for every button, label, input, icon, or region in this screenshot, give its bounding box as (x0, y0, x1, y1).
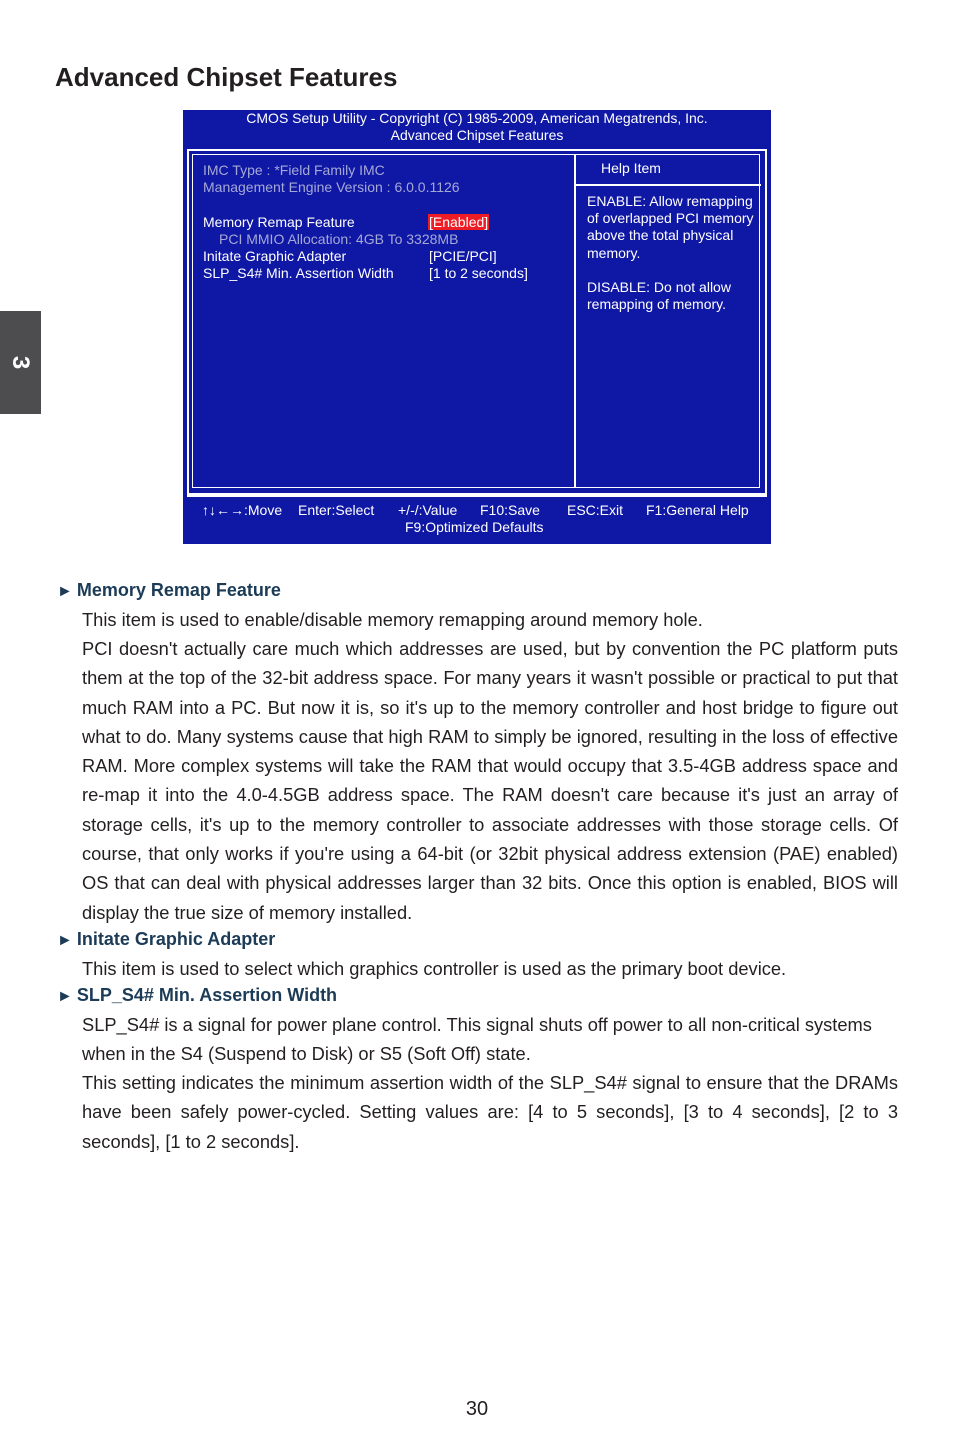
key-move: ↑↓←→:Move (202, 502, 283, 518)
bios-copyright: CMOS Setup Utility - Copyright (C) 1985-2009, American Megatrends, Inc. (246, 110, 708, 126)
slp-s4-width-label[interactable]: SLP_S4# Min. Assertion Width (203, 265, 394, 281)
help-title-underline (576, 184, 761, 186)
section-heading-graphic-adapter (57, 929, 275, 950)
panel-divider (574, 155, 576, 487)
chapter-number: 3 (7, 355, 35, 370)
slp-s4-setting-values: This setting indicates the minimum assertion width of the SLP_S4# signal to ensure that the DRAMs have been safely power-cycled. Setting values are: [4 to 5 seconds], [3 to 4 seconds], [2 to 3 seconds], [1 to 2 seconds]. (82, 1072, 898, 1152)
key-bar-divider (187, 495, 767, 497)
triangle-bullet-icon: ► (57, 932, 73, 949)
help-item-title: Help Item (601, 160, 661, 176)
memory-remap-details: PCI doesn't actually care much which addresses are used, but by convention the PC platform puts them at the top of the 32-bit address space. For many years it wasn't possible or practical to put that much RAM into a PC. But now it is, so it's up to the memory controller and host bridge to figure out what to do. Many systems cause that high RAM to simply be ignored, resulting in the loss of effective RAM. More complex systems will take the RAM that would occupy that 3.5-4GB address space and re-map it into the 4.0-4.5GB address space. The RAM doesn't care because it's just an array of storage cells, it's up to the memory controller to associate addresses with those storage cells. Of course, that only works if you're using a 64-bit (or 32bit physical address extension (PAE) enabled) OS that can deal with physical addresses larger than 32 bits. Once this option is enabled, BIOS will display the true size of memory installed. (82, 638, 898, 923)
graphic-adapter-label[interactable]: Initate Graphic Adapter (203, 248, 347, 264)
section-heading-text: SLP_S4# Min. Assertion Width (76, 985, 338, 1005)
bios-header (183, 110, 771, 144)
chapter-tab (0, 311, 41, 414)
graphic-adapter-description: This item is used to select which graphics controller is used as the primary boot device. (82, 958, 787, 979)
memory-remap-intro: This item is used to enable/disable memory remapping around memory hole. (82, 609, 703, 630)
section-heading-slp-s4 (57, 985, 337, 1006)
section-heading-text: Initate Graphic Adapter (76, 929, 276, 949)
me-version-info: Management Engine Version : 6.0.0.1126 (203, 179, 460, 195)
triangle-bullet-icon: ► (57, 988, 73, 1005)
slp-s4-width-value[interactable]: [1 to 2 seconds] (429, 265, 528, 281)
bios-setup-screen (183, 110, 771, 544)
key-esc-exit: ESC:Exit (567, 502, 624, 518)
key-f10-save: F10:Save (480, 502, 540, 518)
imc-type-info: IMC Type : *Field Family IMC (203, 162, 385, 178)
pci-mmio-allocation-info: PCI MMIO Allocation: 4GB To 3328MB (219, 231, 459, 247)
help-enable-text: ENABLE: Allow remapping of overlapped PCI memory above the total physical memory. (587, 193, 754, 261)
key-f9-defaults: F9:Optimized Defaults (405, 519, 544, 535)
memory-remap-label[interactable]: Memory Remap Feature (203, 214, 355, 230)
key-enter-select: Enter:Select (298, 502, 375, 518)
key-f1-help: F1:General Help (646, 502, 749, 518)
section-heading-memory-remap (57, 580, 281, 601)
memory-remap-value[interactable] (428, 214, 489, 231)
triangle-bullet-icon: ► (57, 583, 73, 600)
bios-inner-frame (192, 154, 760, 488)
page-title: Advanced Chipset Features (55, 62, 398, 92)
page-number: 30 (465, 1398, 489, 1420)
bios-screen-title: Advanced Chipset Features (390, 127, 564, 143)
bios-main-frame (187, 149, 767, 495)
memory-remap-selected-value[interactable]: [Enabled] (429, 214, 489, 230)
slp-s4-description: SLP_S4# is a signal for power plane control. This signal shuts off power to all non-critical systems when in the S4 (Suspend to Disk) or S5 (Soft Off) state. (82, 1014, 872, 1065)
key-value: +/-/:Value (398, 502, 458, 518)
help-text (587, 193, 757, 313)
section-heading-text: Memory Remap Feature (76, 580, 281, 600)
help-disable-text: DISABLE: Do not allow remapping of memory. (587, 278, 731, 313)
graphic-adapter-value[interactable]: [PCIE/PCI] (429, 248, 497, 264)
